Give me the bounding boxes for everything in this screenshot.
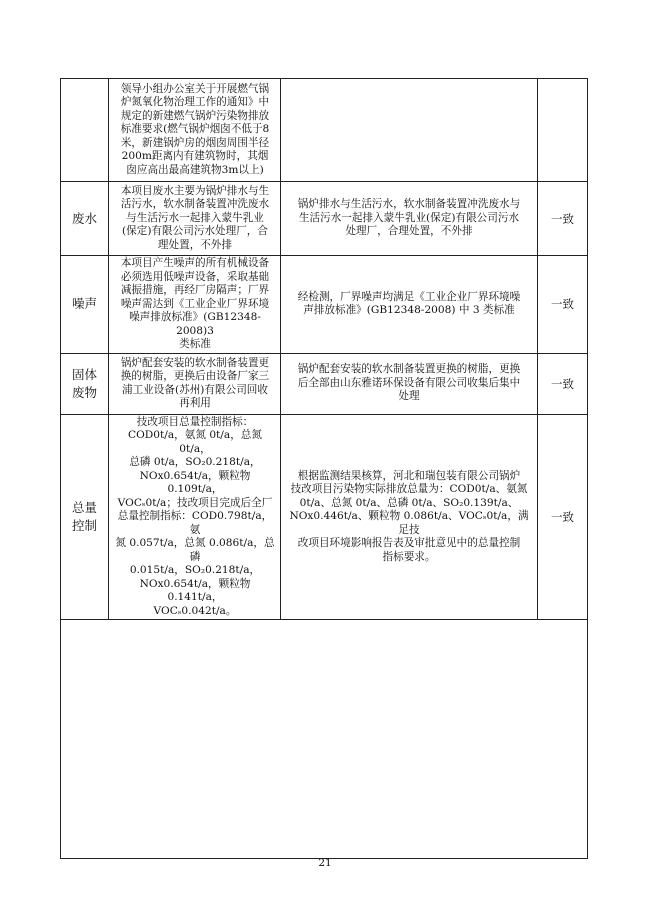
text-line: 理处置，不外排 [157,238,233,251]
text-line: 总量控制指标：COD0.798t/a，氨 [117,510,273,536]
text-line: (保定)有限公司污水处理厂，合 [122,225,268,238]
text-line: 处理厂，合理处置，不外排 [345,225,473,238]
text-line: NOx0.654t/a，颗粒物 0.109t/a， [139,469,251,495]
text-line: 总磷 0t/a，SO₂0.218t/a， [129,456,261,468]
text-line: NOx0.446t/a、颗粒物 0.086t/a、VOCₛ0t/a，满足技 [289,510,529,536]
text-line: 必须选用低噪声设备，采取基础 [120,270,270,283]
text-line: 浦工业设备(苏州)有限公司回收 [122,383,268,396]
text-line: 技改项目污染物实际排放总量为：COD0t/a、氨氮 [290,483,528,495]
category-cell [61,414,109,620]
result-cell: 一致 [538,182,588,256]
category-cell [61,353,109,414]
actual-cell [281,414,538,620]
text-line: 根据监测结果核算，河北和瑞包装有限公司锅炉 [297,469,521,482]
text-line: VOCₛ0.042t/a。 [153,604,237,617]
text-line: 改项目环境影响报告表及审批意见中的总量控制 [297,537,521,549]
text-line: 囱应高出最高建筑物3m以上) [126,163,264,176]
text-line: 指标要求。 [382,550,436,563]
text-line: NOx0.654t/a，颗粒物 0.141t/a， [139,577,251,603]
text-line: 锅炉配套安装的软水制备装置更 [120,356,270,369]
text-line: 技改项目总量控制指标： [136,415,254,428]
comparison-table [60,78,588,859]
text-line: 锅炉配套安装的软水制备装置更换的树脂，更换 [297,363,521,376]
table-row [61,79,588,182]
text-line: COD0t/a，氨氮 0t/a，总氮 0t/a， [128,429,262,455]
actual-cell [281,256,538,354]
actual-cell [281,182,538,256]
text-line: 本项目产生噪声的所有机械设备 [120,257,270,269]
text-line: 本项目废水主要为锅炉排水与生 [120,184,270,197]
text-line: 声排放标准》(GB12348-2008) 中 3 类标准 [303,304,515,317]
empty-area [61,620,588,859]
text-line: 标准要求(燃气锅炉烟囱不低于8 [120,123,270,136]
text-line: 活污水，软水制备装置冲洗废水 [120,198,270,211]
page-number: 21 [318,857,332,869]
text-line: 处理 [398,390,420,403]
requirement-cell [109,256,281,354]
text-line: 锅炉排水与生活污水，软水制备装置冲洗废水与 [297,198,521,211]
text-line: 炉氮氧化物治理工作的通知》中 [120,96,270,109]
text-line: 后全部由山东雅诺环保设备有限公司收集后集中 [297,376,521,389]
text-line: 控制 [71,517,97,533]
table-row [61,182,588,256]
actual-cell [281,353,538,414]
category-cell: 废水 [61,182,109,256]
text-line: 规定的新建燃气锅炉污染物排放 [120,109,270,122]
empty-row [61,620,588,859]
requirement-cell [109,414,281,620]
result-cell [538,79,588,182]
text-line: 废物 [71,384,97,400]
text-line: 0t/a、总氮 0t/a、总磷 0t/a、SO₂0.139t/a、 [299,496,519,509]
text-line: 生活污水一起排入蒙牛乳业(保定)有限公司污水 [298,211,520,224]
text-line: 200m距离内有建筑物时，其烟 [121,150,269,163]
text-line: 米，新建锅炉房的烟囱周围半径 [120,136,270,149]
text-line: 固体 [71,366,97,382]
text-line: 噪声排放标准》(GB12348-2008)3 [129,311,261,337]
actual-cell [281,79,538,182]
result-cell: 一致 [538,353,588,414]
text-line: 减振措施，再经厂房隔声；厂界 [120,284,270,296]
text-line: VOCₛ0t/a；技改项目完成后全厂 [117,496,273,509]
requirement-cell [109,79,281,182]
requirement-cell [109,182,281,256]
result-cell: 一致 [538,414,588,620]
table-row [61,353,588,414]
text-line: 噪声需达到《工业企业厂界环境 [120,297,270,310]
text-line: 0.015t/a，SO₂0.218t/a， [129,564,261,576]
text-line: 与生活污水一起排入蒙牛乳业 [126,211,264,224]
category-cell [61,79,109,182]
text-line: 换的树脂，更换后由设备厂家三 [120,370,270,382]
table-row [61,256,588,354]
text-line: 总量 [71,499,97,515]
text-line: 再利用 [179,397,211,409]
text-line: 经检测，厂界噪声均满足《工业企业厂界环境噪 [297,290,521,303]
category-cell: 噪声 [61,256,109,354]
text-line: 氮 0.057t/a，总氮 0.086t/a，总磷 [115,537,275,563]
result-cell: 一致 [538,256,588,354]
table-row [61,414,588,620]
text-line: 领导小组办公室关于开展燃气锅 [120,82,270,95]
text-line: 类标准 [179,338,211,350]
requirement-cell [109,353,281,414]
